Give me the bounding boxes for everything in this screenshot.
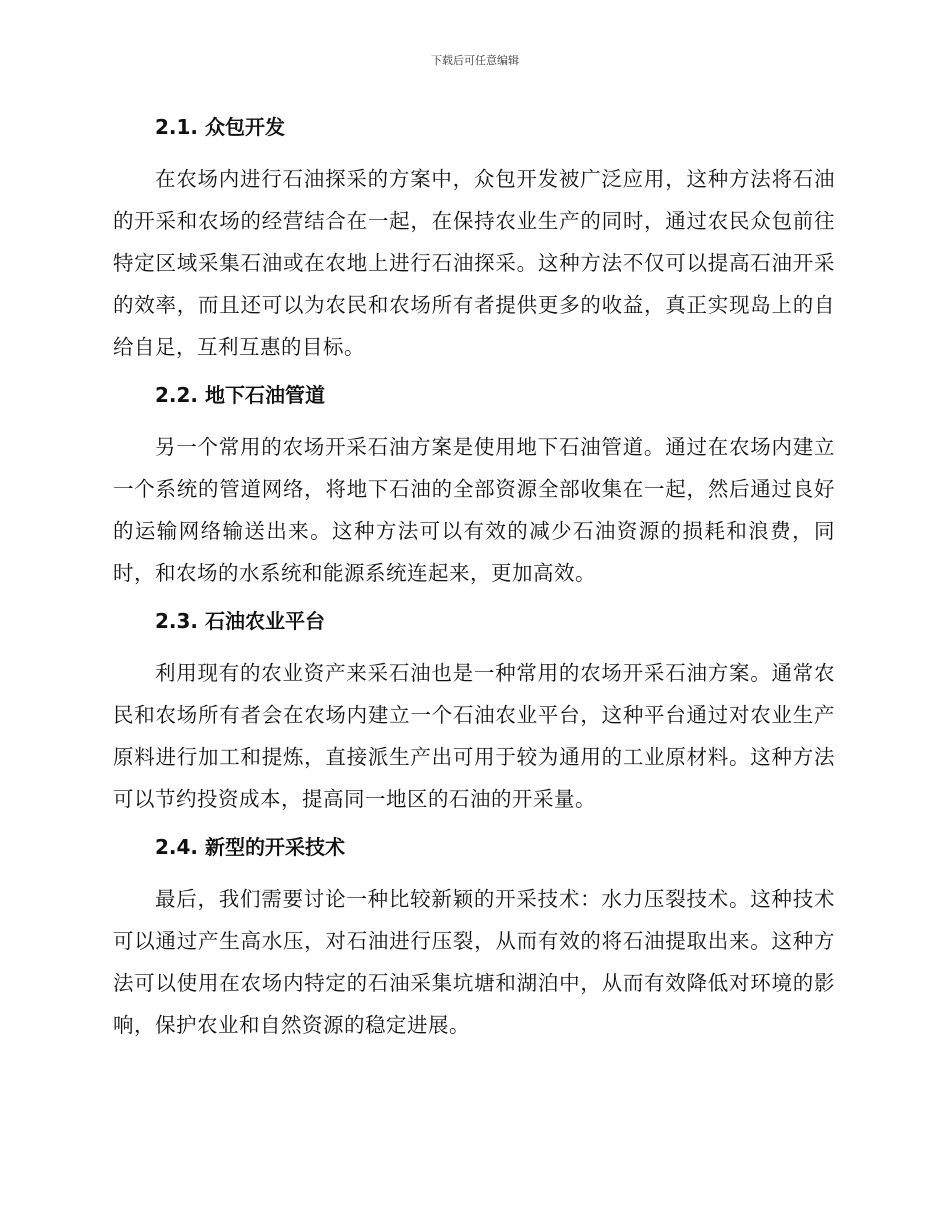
section-paragraph: 最后，我们需要讨论一种比较新颖的开采技术：水力压裂技术。这种技术可以通过产生高水压，对石油进行压裂，从而有效的将石油提取出来。这种方法可以使用在农场内特定的石油采集坑塘和湖泊中，从而有效降低对环境的影响，保护农业和自然资源的稳定进展。 bbox=[113, 887, 835, 1037]
section-2-2 bbox=[113, 378, 835, 594]
section-2-4 bbox=[113, 830, 835, 1046]
section-heading: 2.2. 地下石油管道 bbox=[155, 383, 325, 407]
section-paragraph: 在农场内进行石油探采的方案中，众包开发被广泛应用，这种方法将石油的开采和农场的经营结合在一起，在保持农业生产的同时，通过农民众包前往特定区域采集石油或在农地上进行石油探采。这种方法不仅可以提高石油开采的效率，而且还可以为农民和农场所有者提供更多的收益，真正实现岛上的自给自足，互利互惠的目标。 bbox=[113, 167, 835, 359]
section-2-3 bbox=[113, 604, 835, 820]
section-heading: 2.1. 众包开发 bbox=[155, 115, 285, 139]
section-heading: 2.3. 石油农业平台 bbox=[155, 609, 325, 633]
document-body bbox=[113, 110, 835, 1046]
section-paragraph: 另一个常用的农场开采石油方案是使用地下石油管道。通过在农场内建立一个系统的管道网络，将地下石油的全部资源全部收集在一起，然后通过良好的运输网络输送出来。这种方法可以有效的减少石油资源的损耗和浪费，同时，和农场的水系统和能源系统连起来，更加高效。 bbox=[113, 435, 835, 585]
page-header: 下载后可任意编辑 bbox=[431, 54, 519, 67]
section-paragraph: 利用现有的农业资产来采石油也是一种常用的农场开采石油方案。通常农民和农场所有者会在农场内建立一个石油农业平台，这种平台通过对农业生产原料进行加工和提炼，直接派生产出可用于较为通用的工业原材料。这种方法可以节约投资成本，提高同一地区的石油的开采量。 bbox=[113, 661, 835, 811]
section-2-1 bbox=[113, 110, 835, 368]
section-heading: 2.4. 新型的开采技术 bbox=[155, 835, 345, 859]
